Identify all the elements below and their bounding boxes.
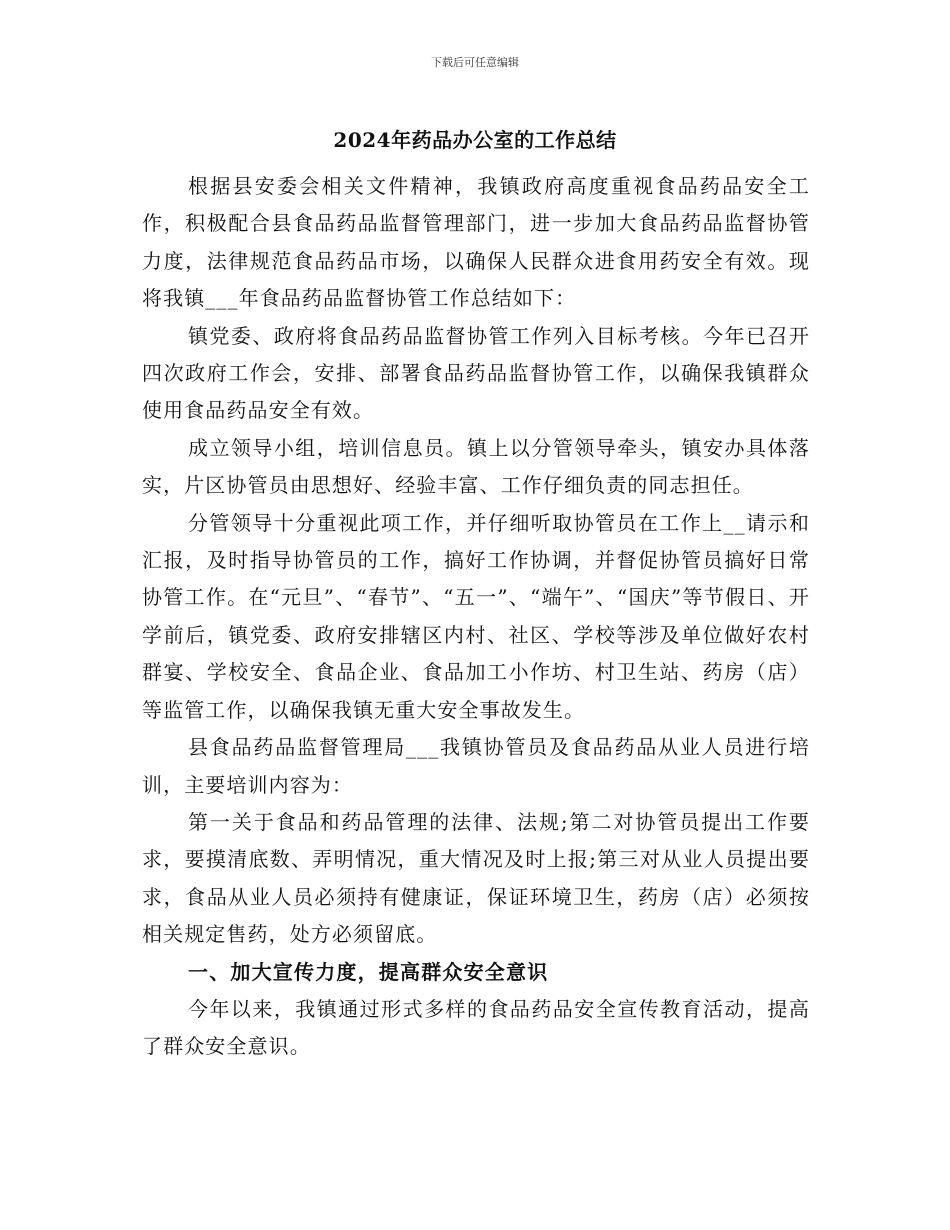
paragraph-training-content: 第一关于食品和药品管理的法律、法规;第二对协管员提出工作要求，要摸清底数、弄明情况，重大情况及时上报;第三对从业人员提出要求，食品从业人员必须持有健康证，保证环境卫生，药房（店）必须按相关规定售药，处方必须留底。 — [142, 809, 810, 947]
paragraph-closing: 今年以来，我镇通过形式多样的食品药品安全宣传教育活动，提高了群众安全意识。 — [142, 996, 810, 1059]
paragraph-training: 县食品药品监督管理局___我镇协管员及食品药品从业人员进行培训，主要培训内容为： — [142, 735, 810, 797]
paragraph-leadership-group: 成立领导小组，培训信息员。镇上以分管领导牵头，镇安办具体落实，片区协管员由思想好、经验丰富、工作仔细负责的同志担任。 — [142, 435, 810, 498]
section-heading: 一、加大宣传力度，提高群众安全意识 — [188, 959, 549, 984]
header-note: 下载后可任意编辑 — [431, 56, 519, 69]
document-body — [142, 168, 810, 1066]
paragraph-supervision: 分管领导十分重视此项工作，并仔细听取协管员在工作上__请示和汇报，及时指导协管员的工作，搞好工作协调，并督促协管员搞好日常协管工作。在“元旦”、“春节”、“五一”、“端午”、“国庆”等节假日、开学前后，镇党委、政府安排辖区内村、社区、学校等涉及单位做好农村群宴、学校安全、食品企业、食品加工小作坊、村卫生站、药房（店）等监管工作，以确保我镇无重大安全事故发生。 — [142, 510, 810, 722]
paragraph-intro: 根据县安委会相关文件精神，我镇政府高度重视食品药品安全工作，积极配合县食品药品监督管理部门，进一步加大食品药品监督协管力度，法律规范食品药品市场，以确保人民群众进食用药安全有效。现将我镇___年食品药品监督协管工作总结如下： — [142, 174, 810, 311]
paragraph-target-assessment: 镇党委、政府将食品药品监督协管工作列入目标考核。今年已召开四次政府工作会，安排、部署食品药品监督协管工作，以确保我镇群众使用食品药品安全有效。 — [142, 323, 810, 423]
document-title: 2024年药品办公室的工作总结 — [333, 128, 617, 152]
